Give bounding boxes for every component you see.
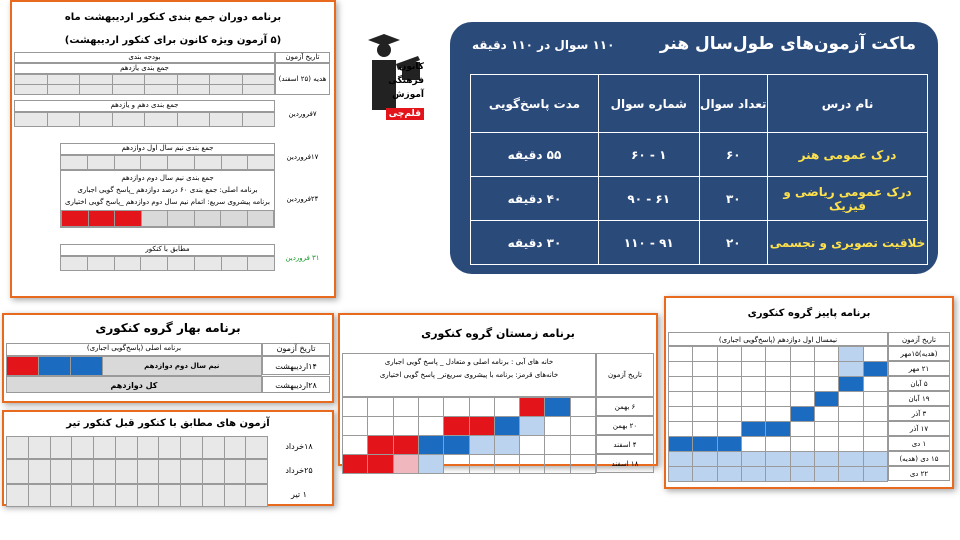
autumn-date-2: ۲۱ مهر xyxy=(888,361,950,376)
review-row1-label: بودجه بندی xyxy=(14,52,275,63)
autumn-program-card xyxy=(664,296,954,489)
review-row5-grid xyxy=(60,256,275,271)
mock-grid-2 xyxy=(6,459,268,484)
spring-row2-text: کل دوازدهم xyxy=(6,376,262,393)
autumn-date-4: ۱۹ آبان xyxy=(888,391,950,406)
art-exam-card xyxy=(450,22,938,274)
winter-date-1: ۶ بهمن xyxy=(596,397,654,416)
autumn-grid xyxy=(668,346,888,482)
review-date-header: تاریخ آزمون xyxy=(275,52,330,63)
autumn-plan-label: نیمسال اول دوازدهم (پاسخ‌گویی اجباری) xyxy=(668,332,888,346)
art-table xyxy=(470,74,928,265)
art-row-range: ۱ - ۶۰ xyxy=(598,133,699,177)
table-row xyxy=(471,221,928,265)
review-row2-label: جمع بندی دهم و یازدهم xyxy=(14,100,275,112)
review-row4-label: جمع بندی نیم سال دوم دوازدهم xyxy=(121,174,214,182)
winter-date-2: ۲۰ بهمن xyxy=(596,416,654,435)
autumn-date-3: ۵ آبان xyxy=(888,376,950,391)
table-row xyxy=(471,177,928,221)
winter-grid xyxy=(342,397,596,474)
mock-grid-3 xyxy=(6,484,268,507)
spring-row1-date: ۱۴اردیبهشت xyxy=(262,356,330,375)
review-row4-date: ۲۴فروردین xyxy=(286,195,319,203)
art-row-range: ۶۱ - ۹۰ xyxy=(598,177,699,221)
spring-row2-date: ۲۸اردیبهشت xyxy=(262,376,330,393)
review-row3-grid xyxy=(60,155,275,170)
mock-date-3: ۱ تیر xyxy=(291,490,307,499)
mock-title: آزمون های مطابق با کنکور قبل کنکور تیر xyxy=(66,418,270,429)
mock-grid-1 xyxy=(6,436,268,459)
autumn-date-header: تاریخ آزمون xyxy=(888,332,950,346)
review-row2-date: ۷فروردین xyxy=(288,109,317,118)
review-row2-grid xyxy=(14,112,275,127)
art-row-count: ۳۰ xyxy=(699,177,768,221)
winter-date-3: ۴ اسفند xyxy=(596,435,654,454)
kanoon-logo xyxy=(362,30,424,134)
winter-note1: خانه های آبی : برنامه اصلی و متعادل _ پاسخ گویی اجباری xyxy=(384,358,554,366)
spring-plan-label: برنامه اصلی (پاسخ‌گویی اجباری) xyxy=(6,343,262,356)
autumn-date-8: ۱۵ دی (هدیه) xyxy=(888,451,950,466)
spring-date-header: تاریخ آزمون xyxy=(262,343,330,356)
art-header-count: تعداد سوال xyxy=(699,75,768,133)
review-program-card xyxy=(10,0,336,298)
logo-line1: کانون xyxy=(398,62,424,72)
review-row5-date: ۳۱ فروردین xyxy=(285,253,320,262)
art-row-time: ۳۰ دقیقه xyxy=(471,221,599,265)
autumn-date-1: (هدیه)۱۵مهر xyxy=(888,346,950,361)
art-header-subject: نام درس xyxy=(768,75,928,133)
winter-date-4: ۱۸ اسفند xyxy=(596,454,654,473)
mock-date-2: ۲۵خرداد xyxy=(285,466,313,475)
art-row-count: ۲۰ xyxy=(699,221,768,265)
review-row1-date: هدیه (۲۵ اسفند) xyxy=(275,63,330,95)
review-row5-label: مطابق با کنکور xyxy=(60,244,275,256)
review-subtitle: (۵ آزمون ویژه کانون برای کنکور اردیبهشت) xyxy=(64,35,282,46)
spring-row1-grid xyxy=(6,356,262,376)
art-row-range: ۹۱ - ۱۱۰ xyxy=(598,221,699,265)
art-row-subject: درک عمومی هنر xyxy=(768,133,928,177)
logo-line3: آموزش xyxy=(392,90,424,100)
winter-title: برنامه زمستان گروه کنکوری xyxy=(421,327,575,340)
mock-exams-card xyxy=(2,410,334,506)
art-header-range: شماره سوال xyxy=(598,75,699,133)
autumn-date-5: ۳ آذر xyxy=(888,406,950,421)
autumn-date-6: ۱۷ آذر xyxy=(888,421,950,436)
review-row4-note2: برنامه پیشروی سریع: اتمام نیم سال دوم دوازدهم _پاسخ گویی اختیاری xyxy=(65,198,270,206)
review-row1-grid xyxy=(14,74,275,95)
winter-program-card xyxy=(338,313,658,466)
review-row3-label: جمع بندی نیم سال اول دوازدهم xyxy=(60,143,275,155)
art-row-subject: درک عمومی ریاضی و فیزیک xyxy=(768,177,928,221)
review-row4-grid xyxy=(61,210,274,227)
review-row1-sub: جمع بندی یازدهم xyxy=(14,63,275,74)
mock-date-1: ۱۸خرداد xyxy=(285,442,313,451)
logo-line2: فرهنگی xyxy=(388,76,424,86)
art-row-count: ۶۰ xyxy=(699,133,768,177)
art-row-time: ۴۰ دقیقه xyxy=(471,177,599,221)
autumn-date-9: ۲۲ دی xyxy=(888,466,950,481)
winter-date-header: تاریخ آزمون xyxy=(596,353,654,397)
art-header-time: مدت پاسخ‌گویی xyxy=(471,75,599,133)
spring-row1-text: نیم سال دوم دوازدهم xyxy=(144,362,220,370)
spring-title: برنامه بهار گروه کنکوری xyxy=(95,321,241,335)
art-title: ماکت آزمون‌های طول‌سال هنر xyxy=(659,34,916,54)
review-row4-note1: برنامه اصلی: جمع بندی ۶۰ درصد دوازدهم _پاسخ گویی اجباری xyxy=(77,186,258,194)
art-row-subject: خلاقیت تصویری و تجسمی xyxy=(768,221,928,265)
art-row-time: ۵۵ دقیقه xyxy=(471,133,599,177)
spring-program-card xyxy=(2,313,334,403)
logo-badge: قلم‌چی xyxy=(386,108,424,120)
review-row3-date: ۱۷فروردین xyxy=(286,152,319,161)
winter-note2: خانه‌های قرمز: برنامه با پیشروی سریع‌تر_ پاسخ گویی اختیاری xyxy=(379,371,559,379)
art-subtitle: ۱۱۰ سوال در ۱۱۰ دقیقه xyxy=(472,38,615,52)
table-row xyxy=(471,133,928,177)
review-title: برنامه دوران جمع بندی کنکور اردیبهشت ماه xyxy=(64,12,282,23)
autumn-title: برنامه پاییز گروه کنکوری xyxy=(747,308,871,319)
autumn-date-7: ۱ دی xyxy=(888,436,950,451)
